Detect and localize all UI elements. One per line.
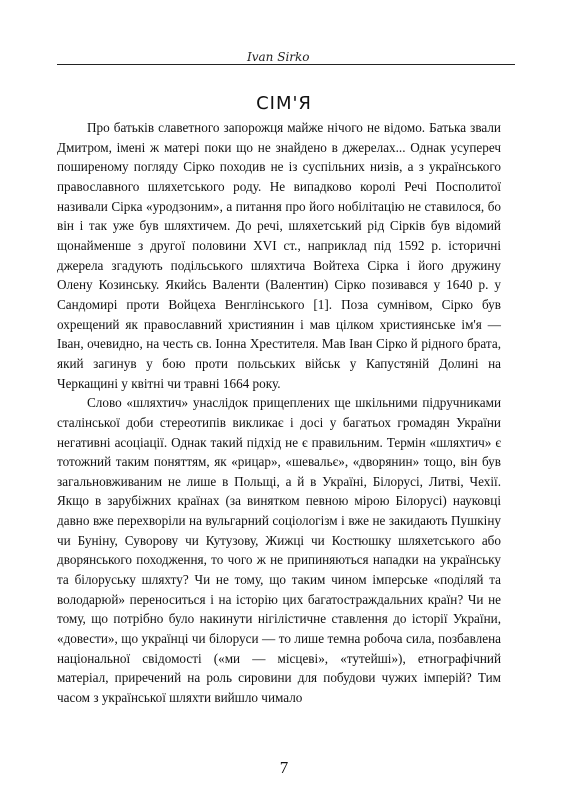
paragraph: Про батьків славетного запорожця майже нічого не відомо. Батька звали Дмитром, імені ж матері поки що не знайдено в джерелах... Однак усупереч поширеному погляду Сірко походив не із суспільних низів, а з українського православного шляхетського роду. Не випадково королі Речі Посполитої називали Сірка «уродзоним», а питання про його нобілітацію не ставилося, бо він і так уже був шляхтичем. До речі, шляхетський рід Сірків був відомий щонайменше з другої половини XVI ст., наприклад під 1592 р. історичні джерела згадують подільського шляхтича Войтеха Сірка і його дружину Олену Козинську. Якийсь Валенти (Валентин) Сірко позивався у 1640 р. у Сандомирі проти Войцеха Венглінського [1]. Поза сумнівом, Сірко був охрещений як православний християнин і мав цілком християнське ім'я — Іван, очевидно, на честь св. Іонна Хрестителя. Мав Іван Сірко й рідного брата, який загинув у бою проти польських військ у Капустяній Долині на Черкащині у квітні чи травні 1664 року. — [57, 120, 501, 391]
paragraph: Слово «шляхтич» унаслідок прищеплених ще шкільними підручниками сталінської доби стереотипів викликає і досі у багатьох громадян України негативні асоціації. Однак такий підхід не є правильним. Термін «шляхтич» є тотожний таким поняттям, як «рицар», «шевальє», «дворянин» тощо, він був загальновживаним не лише в Польщі, а й в Україні, Білорусі, Литві, Чехії. Якщо в зарубіжних країнах (за винятком певною мірою Білорусі) науковці давно вже перехворіли на вульгарний соціологізм і вже не закидають Пушкіну чи Буніну, Суворову чи Кутузову, Жижці чи Костюшку шляхетського або дворянського походження, то чого ж не припиняються нападки на українську та білоруську шляхту? Чи не тому, що таким чином імперське «поділяй та володарюй» переноситься і на історію цих багатостраждальних країн? Чи не тому, що потрібно було накинути нігілістичне ставлення до історії України, «довести», що українці чи білоруси — то лише темна робоча сила, позбавлена національної свідомості («ми — місцеві», «тутейші»), етнографічний матеріал, приречений на роль сировини для побудови чужих імперій? Тим часом з української шляхти вийшло чимало — [57, 395, 501, 706]
page-number: 7 — [279, 758, 289, 777]
header-rule — [57, 64, 515, 65]
chapter-title: СІМ'Я — [256, 93, 312, 114]
body-text — [57, 118, 501, 708]
header-logo: Ivan Sirko — [244, 50, 313, 64]
